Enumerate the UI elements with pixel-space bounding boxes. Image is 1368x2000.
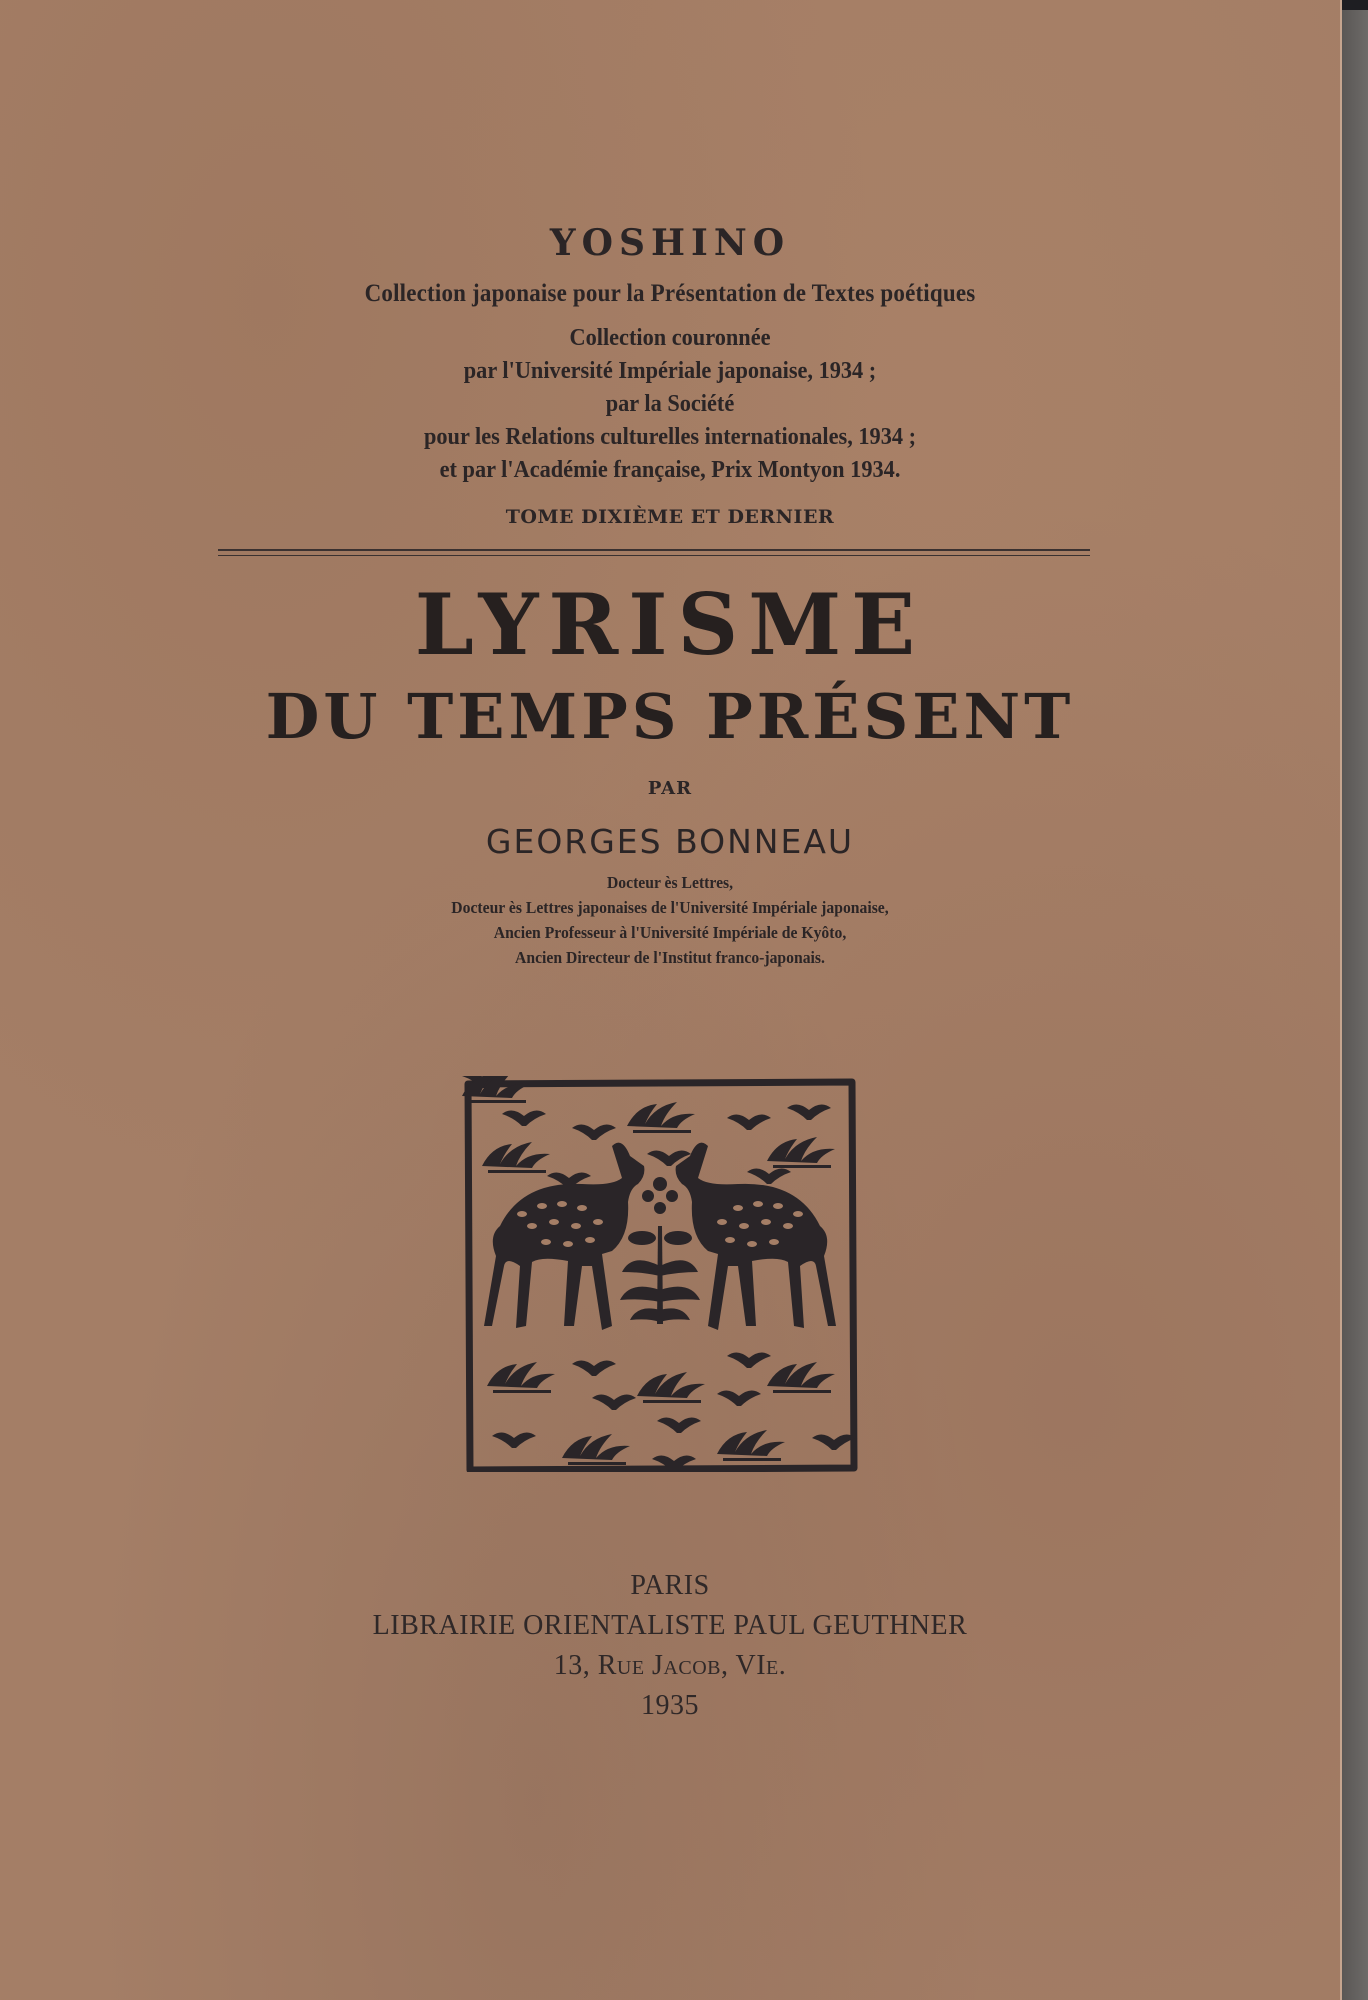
award-line: pour les Relations culturelles internationales, 1934 ;	[423, 424, 917, 450]
award-line: par la Société	[605, 391, 735, 417]
author-credentials	[0, 870, 1340, 970]
credential-line: Docteur ès Lettres,	[606, 873, 734, 892]
credential-line: Docteur ès Lettres japonaises de l'Université Impériale japonaise,	[451, 898, 889, 917]
publisher-block	[0, 1566, 1340, 1726]
by-label: PAR	[647, 778, 693, 799]
award-line: et par l'Académie française, Prix Montyon 1934.	[439, 457, 901, 483]
divider-rule	[218, 555, 1090, 556]
scan-background-edge	[1342, 0, 1368, 2000]
awards-list	[0, 322, 1340, 487]
publisher-name: LIBRAIRIE ORIENTALISTE PAUL GEUTHNER	[372, 1610, 968, 1641]
volume-label: TOME DIXIÈME ET DERNIER	[505, 506, 835, 528]
deer-woodcut-icon	[462, 1076, 858, 1472]
book-title: LYRISME	[414, 575, 926, 674]
series-title: YOSHINO	[549, 222, 791, 264]
award-line: Collection couronnée	[569, 325, 771, 351]
series-subtitle: Collection japonaise pour la Présentation de Textes poétiques	[364, 280, 976, 307]
publication-year: 1935	[641, 1690, 699, 1721]
publisher-city: PARIS	[630, 1570, 710, 1601]
credential-line: Ancien Professeur à l'Université Impériale de Kyôto,	[493, 923, 847, 942]
author-name: GEORGES BONNEAU	[485, 822, 855, 861]
credential-line: Ancien Directeur de l'Institut franco-japonais.	[515, 948, 825, 967]
book-subtitle: DU TEMPS PRÉSENT	[265, 680, 1075, 753]
divider-rule	[218, 549, 1090, 551]
award-line: par l'Université Impériale japonaise, 1934 ;	[463, 358, 877, 384]
publisher-address: 13, Rue Jacob, VIe.	[553, 1650, 787, 1681]
